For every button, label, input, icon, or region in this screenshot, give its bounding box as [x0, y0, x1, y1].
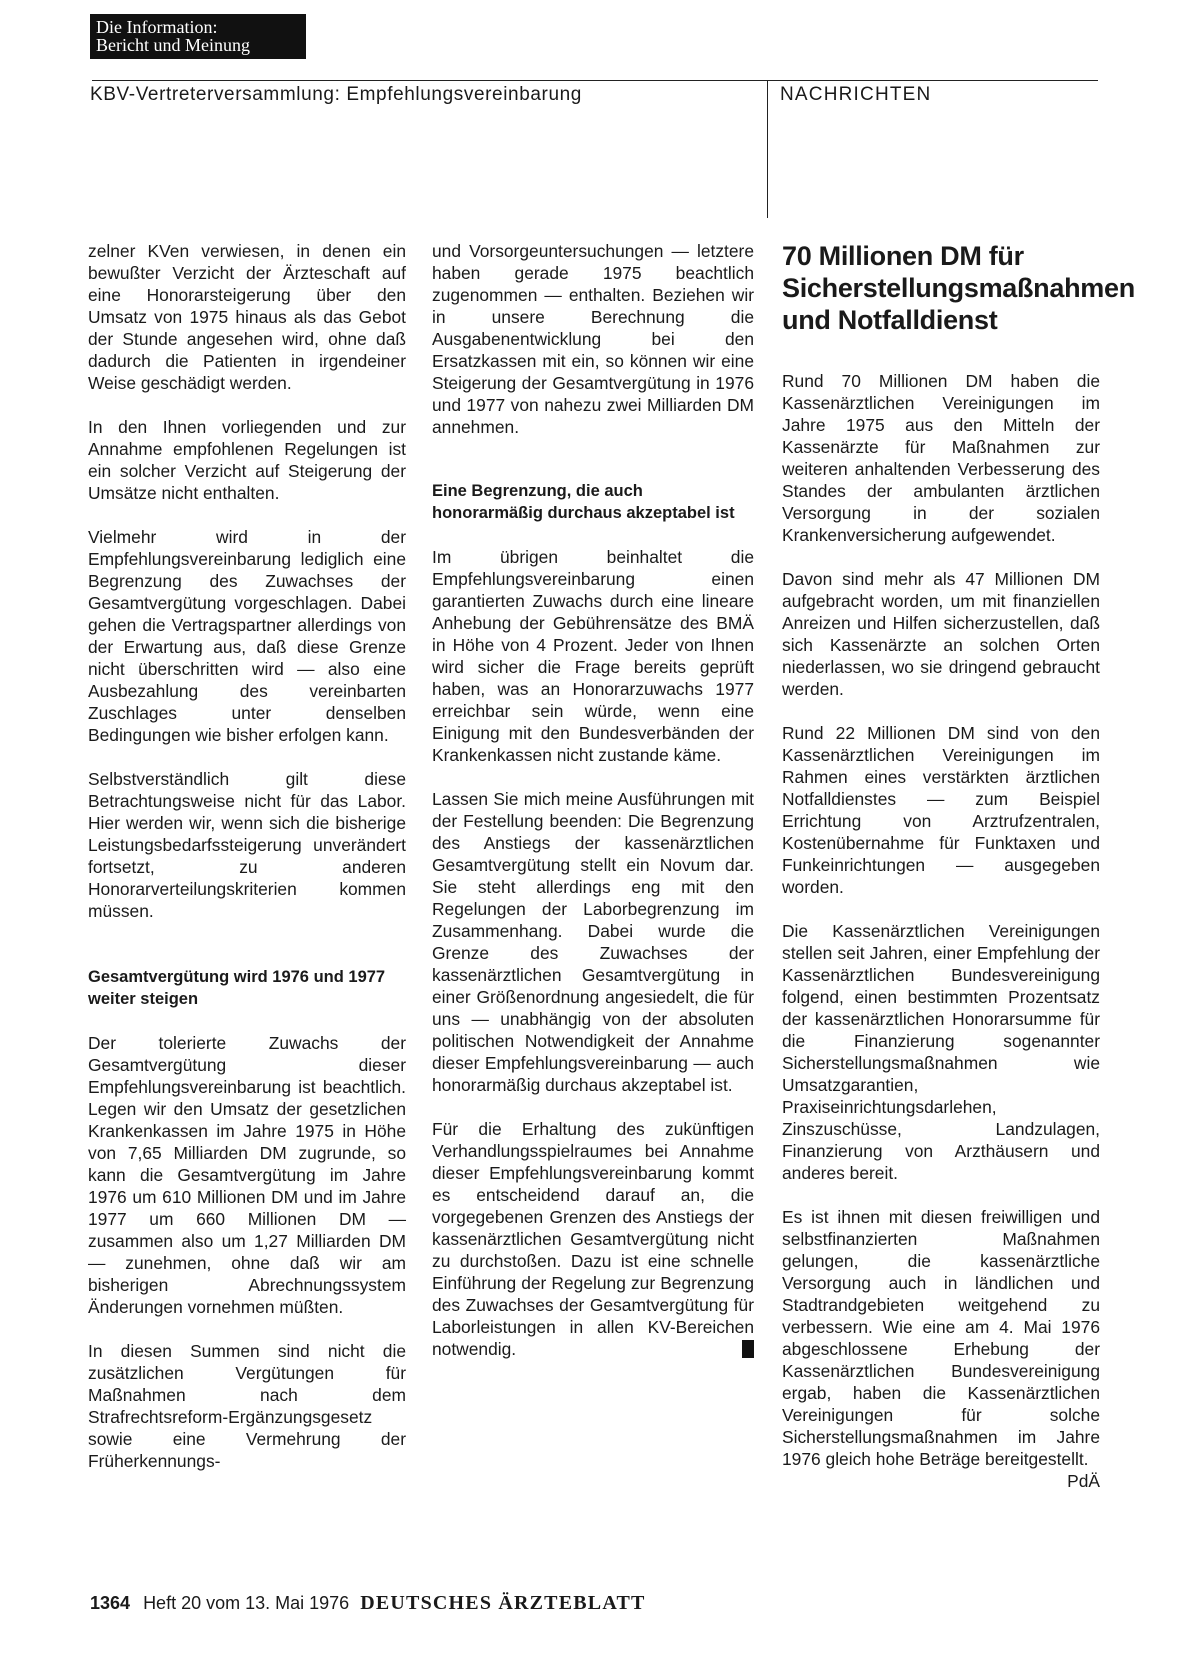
paragraph: Davon sind mehr als 47 Millionen DM aufgebracht worden, um mit finanziellen Anreizen und Hilfen sicherzustellen, daß sich Kassenärzte an solchen Orten niederlassen, wo sie dringend gebraucht werden. [782, 569, 1100, 699]
subheading: Gesamtvergütung wird 1976 und 1977 weiter steigen [88, 968, 386, 1008]
paragraph-text: Für die Erhaltung des zukünftigen Verhandlungsspielraumes bei Annahme dieser Empfehlungsvereinbarung kommt es entscheidend darauf an, die vorgegebenen Grenzen des Anstiegs der kassenärztlichen Gesamtvergütung nicht zu durchstoßen. Dazu ist eine schnelle Einführung der Regelung zur Begrenzung des Zuwachses der Gesamtvergütung für Laborleistungen in allen KV-Bereichen notwendig. [432, 1119, 754, 1359]
paragraph: Vielmehr wird in der Empfehlungsvereinbarung lediglich eine Begrenzung des Zuwachses der Gesamtvergütung vorgeschlagen. Dabei gehen die Vertragspartner allerdings von der Erwartung aus, daß diese Grenze nicht überschritten wird — also eine Ausbezahlung des vereinbarten Zuschlages unter denselben Bedingungen wie bisher erfolgen kann. [88, 527, 406, 745]
subheading: Eine Begrenzung, die auch honorarmäßig durchaus akzeptabel ist [432, 482, 735, 522]
paragraph: Selbstverständlich gilt diese Betrachtungsweise nicht für das Labor. Hier werden wir, wenn sich die bisherige Leistungsbedarfssteigerung unverändert fortsetzt, zu anderen Honorarverteilungskriterien kommen müssen. [88, 769, 406, 921]
paragraph: In den Ihnen vorliegenden und zur Annahme empfohlenen Regelungen ist ein solcher Verzicht auf Steigerung der Umsätze nicht enthalten. [88, 417, 406, 503]
paragraph: Im übrigen beinhaltet die Empfehlungsvereinbarung einen garantierten Zuwachs durch eine lineare Anhebung der Gebührensätze des BMÄ in Höhe von 4 Prozent. Jeder von Ihnen wird sicher die Frage bereits geprüft haben, was an Honorarzuwachs 1977 erreichbar sein würde, wenn eine Einigung mit den Bundesverbänden der Krankenkassen nicht zustande käme. [432, 547, 754, 765]
paragraph: Der tolerierte Zuwachs der Gesamtvergütung dieser Empfehlungsvereinbarung ist beachtlich. Legen wir den Umsatz der gesetzlichen Krankenkassen im Jahre 1975 in Höhe von 7,65 Milliarden DM zugrunde, so kann die Gesamtvergütung im Jahre 1976 um 610 Millionen DM und im Jahre 1977 um 660 Millionen DM — zusammen also um 1,27 Milliarden DM — zunehmen, ohne daß wir am bisherigen Abrechnungssystem Änderungen vornehmen müßten. [88, 1033, 406, 1317]
section-title: KBV-Vertreterversammlung: Empfehlungsvereinbarung [90, 84, 582, 105]
article-column-2 [432, 240, 754, 1382]
paragraph: Rund 22 Millionen DM sind von den Kassenärztlichen Vereinigungen im Rahmen eines verstärkten ärztlichen Notfalldienstes — zum Beispiel Errichtung von Arztrufzentralen, Kostenübernahme für Funktaxen und Funkeinrichtungen — ausgegeben worden. [782, 723, 1100, 897]
end-of-article-mark [742, 1340, 754, 1358]
paragraph: Die Kassenärztlichen Vereinigungen stellen seit Jahren, einer Empfehlung der Kassenärztlichen Bundesvereinigung folgend, einen bestimmten Prozentsatz der kassenärztlichen Honorarsumme für die Finanzierung sogenannter Sicherstellungsmaßnahmen wie Umsatzgarantien, Praxiseinrichtungsdarlehen, Zinszuschüsse, Landzulagen, Finanzierung von Arzthäusern und anderes bereit. [782, 921, 1100, 1183]
category-label: NACHRICHTEN [780, 84, 932, 105]
badge-line-1: Die Information: [96, 17, 218, 37]
page-number: 1364 [90, 1593, 131, 1613]
magazine-name: DEUTSCHES ÄRZTEBLATT [360, 1592, 646, 1614]
header-rule [92, 80, 1098, 81]
paragraph: Lassen Sie mich meine Ausführungen mit der Festellung beenden: Die Begrenzung des Anstiegs der kassenärztlichen Gesamtvergütung stellt ein Novum dar. Sie steht allerdings eng mit den Regelungen der Laborbegrenzung im Zusammenhang. Dabei wurde die Grenze des Zuwachses der kassenärztlichen Gesamtvergütung in einer Größenordnung angesiedelt, die für uns — unabhängig von der absoluten politischen Notwendigkeit der Annahme dieser Empfehlungsvereinbarung — auch honorarmäßig durchaus akzeptabel ist. [432, 789, 754, 1095]
badge-line-2: Bericht und Meinung [96, 35, 250, 55]
paragraph-text: Es ist ihnen mit diesen freiwilligen und selbstfinanzierten Maßnahmen gelungen, die kassenärztliche Versorgung auch in ländlichen und Stadtrandgebieten weitgehend zu verbessern. Wie eine am 4. Mai 1976 abgeschlossene Erhebung der Kassenärztlichen Bundesvereinigung ergab, haben die Kassenärztlichen Vereinigungen für solche Sicherstellungsmaßnahmen im Jahre 1976 gleich hohe Beträge bereitgestellt. [782, 1207, 1100, 1469]
header-divider [767, 80, 768, 218]
page-footer [90, 1592, 646, 1615]
section-badge [90, 14, 306, 59]
paragraph-final [782, 1206, 1100, 1491]
issue-info: Heft 20 vom 13. Mai 1976 [143, 1593, 350, 1613]
news-column [782, 240, 1135, 1492]
paragraph: zelner KVen verwiesen, in denen ein bewußter Verzicht der Ärzteschaft auf eine Honorarsteigerung über den Umsatz von 1975 hinaus als das Gebot der Stunde angesehen wird, ohne daß dadurch die Patienten in irgendeiner Weise geschädigt werden. [88, 241, 406, 393]
news-headline: 70 Millionen DM für Sicherstellungsmaßnahmen und Notfalldienst [782, 241, 1135, 335]
paragraph: und Vorsorgeuntersuchungen — letztere haben gerade 1975 beachtlich zugenommen — enthalten. Beziehen wir in unsere Berechnung die Ausgabenentwicklung bei den Ersatzkassen mit ein, so können wir eine Steigerung der Gesamtvergütung in 1976 und 1977 von nahezu zwei Milliarden DM annehmen. [432, 241, 754, 437]
paragraph-final [432, 1118, 754, 1360]
author-signature: PdÄ [1067, 1471, 1100, 1491]
article-column-1 [88, 240, 406, 1494]
paragraph: Rund 70 Millionen DM haben die Kassenärztlichen Vereinigungen im Jahre 1975 aus den Mitteln der Kassenärzte für Maßnahmen zur weiteren anhaltenden Verbesserung des Standes der ambulanten ärztlichen Versorgung in der sozialen Krankenversicherung aufgewendet. [782, 371, 1100, 545]
paragraph: In diesen Summen sind nicht die zusätzlichen Vergütungen für Maßnahmen nach dem Strafrechtsreform-Ergänzungsgesetz sowie eine Vermehrung der Früherkennungs- [88, 1341, 406, 1471]
